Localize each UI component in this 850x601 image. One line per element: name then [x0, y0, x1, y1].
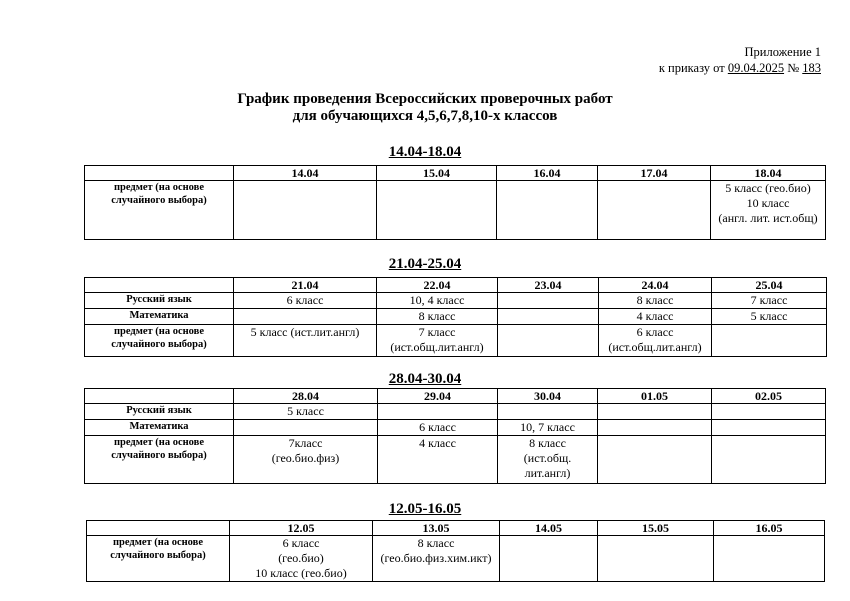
schedule-cell: 8 класс (гео.био.физ.хим.икт)	[373, 536, 500, 582]
schedule-cell: 6 класс	[378, 420, 498, 436]
schedule-cell: 6 класс (ист.общ.лит.англ)	[599, 325, 712, 357]
subject-row	[85, 325, 827, 357]
corner-cell	[85, 278, 234, 293]
day-header: 12.05	[230, 521, 373, 536]
schedule-cell: 5 класс (гео.био) 10 класс (англ. лит. ист.общ)	[711, 181, 826, 240]
schedule-cell: 4 класс	[378, 436, 498, 484]
day-header: 16.04	[497, 166, 598, 181]
header-row	[85, 389, 826, 404]
schedule-cell	[498, 293, 599, 309]
corner-cell	[85, 389, 234, 404]
subject-row	[85, 404, 826, 420]
schedule-cell: 8 класс	[377, 309, 498, 325]
subject-row	[85, 293, 827, 309]
schedule-cell: 6 класс	[234, 293, 377, 309]
day-header: 02.05	[712, 389, 826, 404]
day-header: 24.04	[599, 278, 712, 293]
header-row	[85, 278, 827, 293]
schedule-cell	[714, 536, 825, 582]
order-date: 09.04.2025	[727, 61, 785, 75]
appendix-title: Приложение 1	[744, 45, 821, 59]
day-header: 21.04	[234, 278, 377, 293]
subject-row	[87, 536, 825, 582]
schedule-cell	[598, 536, 714, 582]
page-title	[0, 91, 850, 125]
order-reference	[659, 60, 821, 76]
schedule-table	[84, 277, 827, 357]
schedule-cell: 8 класс	[599, 293, 712, 309]
subject-row	[85, 436, 826, 484]
week-heading: 21.04-25.04	[388, 256, 462, 272]
day-header: 15.04	[377, 166, 497, 181]
subject-row	[85, 420, 826, 436]
schedule-cell: 7 класс (ист.общ.лит.англ)	[377, 325, 498, 357]
corner-cell	[85, 166, 234, 181]
schedule-cell: 5 класс	[234, 404, 378, 420]
header-row	[87, 521, 825, 536]
schedule-cell: 8 класс (ист.общ. лит.англ)	[498, 436, 598, 484]
schedule-cell	[498, 309, 599, 325]
schedule-cell	[497, 181, 598, 240]
week-heading: 28.04-30.04	[388, 371, 462, 387]
schedule-cell	[234, 420, 378, 436]
day-header: 15.05	[598, 521, 714, 536]
schedule-cell	[712, 420, 826, 436]
day-header: 25.04	[712, 278, 827, 293]
schedule-cell: 5 класс	[712, 309, 827, 325]
subject-label: предмет (на основе случайного выбора)	[87, 536, 230, 582]
schedule-cell	[712, 404, 826, 420]
schedule-cell: 6 класс (гео.био) 10 класс (гео.био)	[230, 536, 373, 582]
day-header: 14.04	[234, 166, 377, 181]
subject-label: предмет (на основе случайного выбора)	[85, 181, 234, 240]
order-prefix: к приказу от	[658, 61, 728, 75]
schedule-cell	[377, 181, 497, 240]
subject-label: Математика	[85, 309, 234, 325]
day-header: 28.04	[234, 389, 378, 404]
week-heading: 12.05-16.05	[388, 501, 462, 517]
header-row	[85, 166, 826, 181]
subject-label: предмет (на основе случайного выбора)	[85, 436, 234, 484]
schedule-table	[84, 165, 826, 240]
schedule-cell	[598, 404, 712, 420]
schedule-cell	[234, 309, 377, 325]
order-number-sign: №	[784, 61, 803, 75]
day-header: 01.05	[598, 389, 712, 404]
day-header: 14.05	[500, 521, 598, 536]
day-header: 30.04	[498, 389, 598, 404]
schedule-table	[86, 520, 825, 582]
schedule-cell	[712, 325, 827, 357]
schedule-cell	[500, 536, 598, 582]
schedule-cell: 10, 7 класс	[498, 420, 598, 436]
subject-label: Математика	[85, 420, 234, 436]
schedule-cell	[598, 420, 712, 436]
appendix-note	[659, 44, 821, 76]
day-header: 18.04	[711, 166, 826, 181]
day-header: 17.04	[598, 166, 711, 181]
subject-label: Русский язык	[85, 293, 234, 309]
schedule-cell	[598, 181, 711, 240]
schedule-cell	[498, 325, 599, 357]
subject-label: Русский язык	[85, 404, 234, 420]
schedule-cell: 5 класс (ист.лит.англ)	[234, 325, 377, 357]
schedule-cell	[234, 181, 377, 240]
schedule-cell: 7класс (гео.био.физ)	[234, 436, 378, 484]
day-header: 13.05	[373, 521, 500, 536]
schedule-cell	[598, 436, 712, 484]
schedule-table	[84, 388, 826, 484]
schedule-cell: 7 класс	[712, 293, 827, 309]
schedule-cell: 10, 4 класс	[377, 293, 498, 309]
subject-row	[85, 181, 826, 240]
title-line-1: График проведения Всероссийских проверочных работ	[237, 91, 613, 107]
subject-row	[85, 309, 827, 325]
day-header: 29.04	[378, 389, 498, 404]
week-heading: 14.04-18.04	[388, 144, 462, 160]
schedule-cell	[378, 404, 498, 420]
subject-label: предмет (на основе случайного выбора)	[85, 325, 234, 357]
day-header: 23.04	[498, 278, 599, 293]
order-number: 183	[802, 61, 821, 75]
day-header: 22.04	[377, 278, 498, 293]
corner-cell	[87, 521, 230, 536]
title-line-2: для обучающихся 4,5,6,7,8,10-х классов	[292, 108, 558, 124]
schedule-cell	[498, 404, 598, 420]
schedule-cell	[712, 436, 826, 484]
day-header: 16.05	[714, 521, 825, 536]
schedule-cell: 4 класс	[599, 309, 712, 325]
